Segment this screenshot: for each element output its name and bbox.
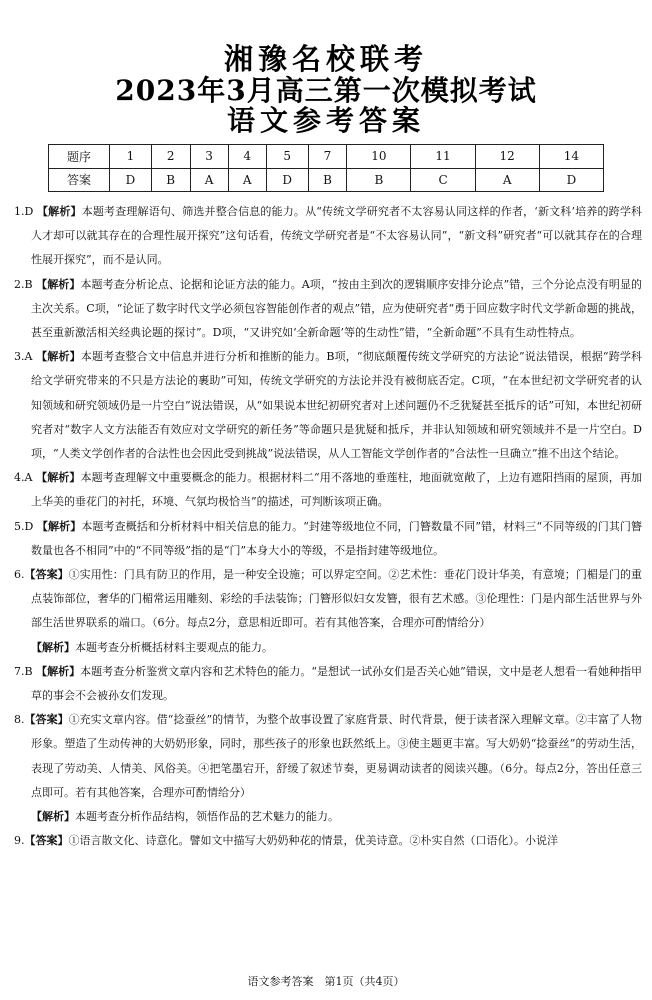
answer-table-number-row: [49, 145, 604, 169]
row-label-number: 题序: [49, 145, 110, 169]
item-text: ①语言散文化、诗意化。譬如文中描写大奶奶种花的情景，优美诗意。②朴实自然（口语化）。小说洋: [68, 834, 558, 848]
item-text: ①充实文章内容。借“捻蚕丝”的情节，为整个故事设置了家庭背景、时代背景，便于读者深入理解文章。②丰富了人物形象。塑造了生动传神的大奶奶形象，同时，那些孩子的形象也跃然纸上。③使主题更丰富。写大奶奶“捻蚕丝”的劳动生活，表现了劳动美、人情美、风俗美。④把笔墨宕开，舒缓了叙述节奏，更易调动读者的阅读兴趣。（6分。每点2分，答出任意三点即可。若有其他答案，合理亦可酌情给分）: [31, 713, 642, 799]
note-tag: 【解析】: [31, 640, 75, 654]
item-tag: 【解析】: [36, 664, 81, 678]
item-number: 7.B: [14, 664, 33, 678]
item-text: 本题考查概括和分析材料中相关信息的能力。“封建等级地位不同，门簪数量不同”错，材料三“不同等级的门其门簪数量也各不相同”中的“不同等级”指的是“门”本身大小的等级，不是指封建等级地位。: [31, 519, 643, 557]
item-8-note: [14, 805, 642, 829]
item-tag: 【解析】: [36, 519, 82, 533]
table-cell: C: [411, 168, 475, 192]
item-number: 6.: [14, 568, 25, 582]
item-2: [14, 273, 642, 346]
item-number: 8.: [14, 713, 25, 727]
table-cell: 7: [308, 145, 347, 169]
item-8: [14, 708, 642, 805]
item-text: 本题考查整合文中信息并进行分析和推断的能力。B项，“彻底颠覆传统文学研究的方法论”说法错误，根据“跨学科给文学研究带来的不只是方法论的裹助”可知，传统文学研究的方法论并没有被彻底否定。C项，“在本世纪初文学研究者的认知领域和研究领域仍是一片空白”说法错误，从“如果说本世纪初研究者对上述问题仍不乏犹疑甚至抵斥的话”可知，本世纪初研究者对“数字人文方法能否有效应对文学研究的新任务”等命题只是犹疑和抵斥，并非认知领域和研究领域并不是一片空白。D项，“人类文学创作者的合法性也会因此受到挑战”说法错误，从人工智能文学创作者的“合法性一旦确立”推不出这个结论。: [31, 350, 643, 461]
table-cell: 5: [266, 145, 308, 169]
item-9: [14, 829, 642, 853]
note-text: 本题考查分析概括材料主要观点的能力。: [75, 640, 273, 654]
item-4: [14, 466, 642, 514]
answer-table: [48, 144, 604, 192]
item-tag: 【答案】: [24, 713, 69, 727]
table-cell: 3: [190, 145, 228, 169]
note-tag: 【解析】: [31, 810, 75, 824]
item-text: 本题考查理解文中重要概念的能力。根据材料二“用不落地的垂莲柱，地面就宽敞了，上边有遮阳挡雨的屋顶，再加上华美的垂花门的衬托，环境、气氛均极恰当”的描述，可判断该项正确。: [31, 471, 643, 509]
item-5: [14, 515, 642, 563]
table-cell: B: [347, 168, 411, 192]
item-tag: 【解析】: [36, 277, 81, 291]
page-footer: 语文参考答案 第1页（共4页）: [247, 975, 405, 988]
table-cell: A: [190, 168, 228, 192]
item-text: 本题考查分析论点、论据和论证方法的能力。A项，“按由主到次的逻辑顺序安排分论点”错，三个分论点没有明显的主次关系。C项，“论证了数字时代文学必须包容智能创作者的观点”错，应为使研究者“勇于回应数字时代文学新命题的挑战，甚至重新激活相关经典论题的探讨”。D项，“又讲究如‘全新命题’等的生动性”错，“全新命题”不具有生动性特点。: [31, 277, 643, 340]
table-cell: 1: [110, 145, 152, 169]
table-cell: D: [539, 168, 603, 192]
item-tag: 【解析】: [36, 350, 81, 364]
item-text: 本题考查理解语句、筛选并整合信息的能力。从“传统文学研究者不太容易认同这样的作者，‘新文科’培养的跨学科人才却可以就其存在的合理性展开探究”这句话看，传统文学研究者是“不太容易认同”，“新文科”研究者“可以就其存在的合理性展开探究”，而不是认同。: [31, 205, 642, 267]
item-number: 4.A: [14, 471, 33, 485]
answer-explanations: [14, 200, 642, 853]
table-cell: 2: [151, 145, 190, 169]
item-text: ①实用性：门具有防卫的作用，是一种安全设施；可以界定空间。②艺术性：垂花门设计华美，有意境；门楣是门的重点装饰部位，奢华的门楣常运用雕刻、彩绘的手法装饰；门簪形似妇女发簪，很有艺术感。③伦理性：门是内部生活世界与外部生活世界联系的端口。（6分。每点2分，意思相近即可。若有其他答案，合理亦可酌情给分）: [31, 568, 643, 630]
item-number: 9.: [14, 834, 25, 848]
table-cell: 4: [228, 145, 266, 169]
item-text: 本题考查分析鉴赏文章内容和艺术特色的能力。“是想试一试孙女们是否关心她”错误，文中是老人想看一看她种指甲草的事会不会被孙女们发现。: [31, 664, 642, 703]
table-cell: A: [228, 168, 266, 192]
item-7: [14, 660, 642, 708]
answer-table-answer-row: [49, 168, 604, 192]
table-cell: 14: [539, 145, 603, 169]
exam-name-title: 2023年3月高三第一次模拟考试: [115, 74, 537, 107]
item-tag: 【答案】: [24, 834, 69, 848]
table-cell: A: [475, 168, 539, 192]
table-cell: B: [308, 168, 347, 192]
table-cell: 11: [411, 145, 475, 169]
item-number: 1.D: [14, 205, 34, 218]
item-number: 5.D: [14, 519, 34, 533]
table-cell: 12: [475, 145, 539, 169]
item-tag: 【解析】: [36, 471, 81, 485]
item-number: 2.B: [14, 277, 33, 291]
answer-key-title: 语文参考答案: [226, 104, 425, 137]
item-6: [14, 563, 642, 636]
item-tag: 【答案】: [24, 568, 69, 582]
item-number: 3.A: [14, 350, 33, 364]
table-cell: D: [110, 168, 152, 192]
item-1: [14, 200, 642, 273]
row-label-answer: 答案: [49, 168, 110, 192]
note-text: 本题考查分析作品结构，领悟作品的艺术魅力的能力。: [75, 810, 339, 824]
table-cell: 10: [347, 145, 411, 169]
item-tag: 【解析】: [37, 205, 82, 218]
table-cell: B: [151, 168, 190, 192]
item-6-note: [14, 636, 642, 660]
exam-union-title: 湘豫名校联考: [223, 42, 428, 76]
item-3: [14, 345, 642, 466]
table-cell: D: [266, 168, 308, 192]
